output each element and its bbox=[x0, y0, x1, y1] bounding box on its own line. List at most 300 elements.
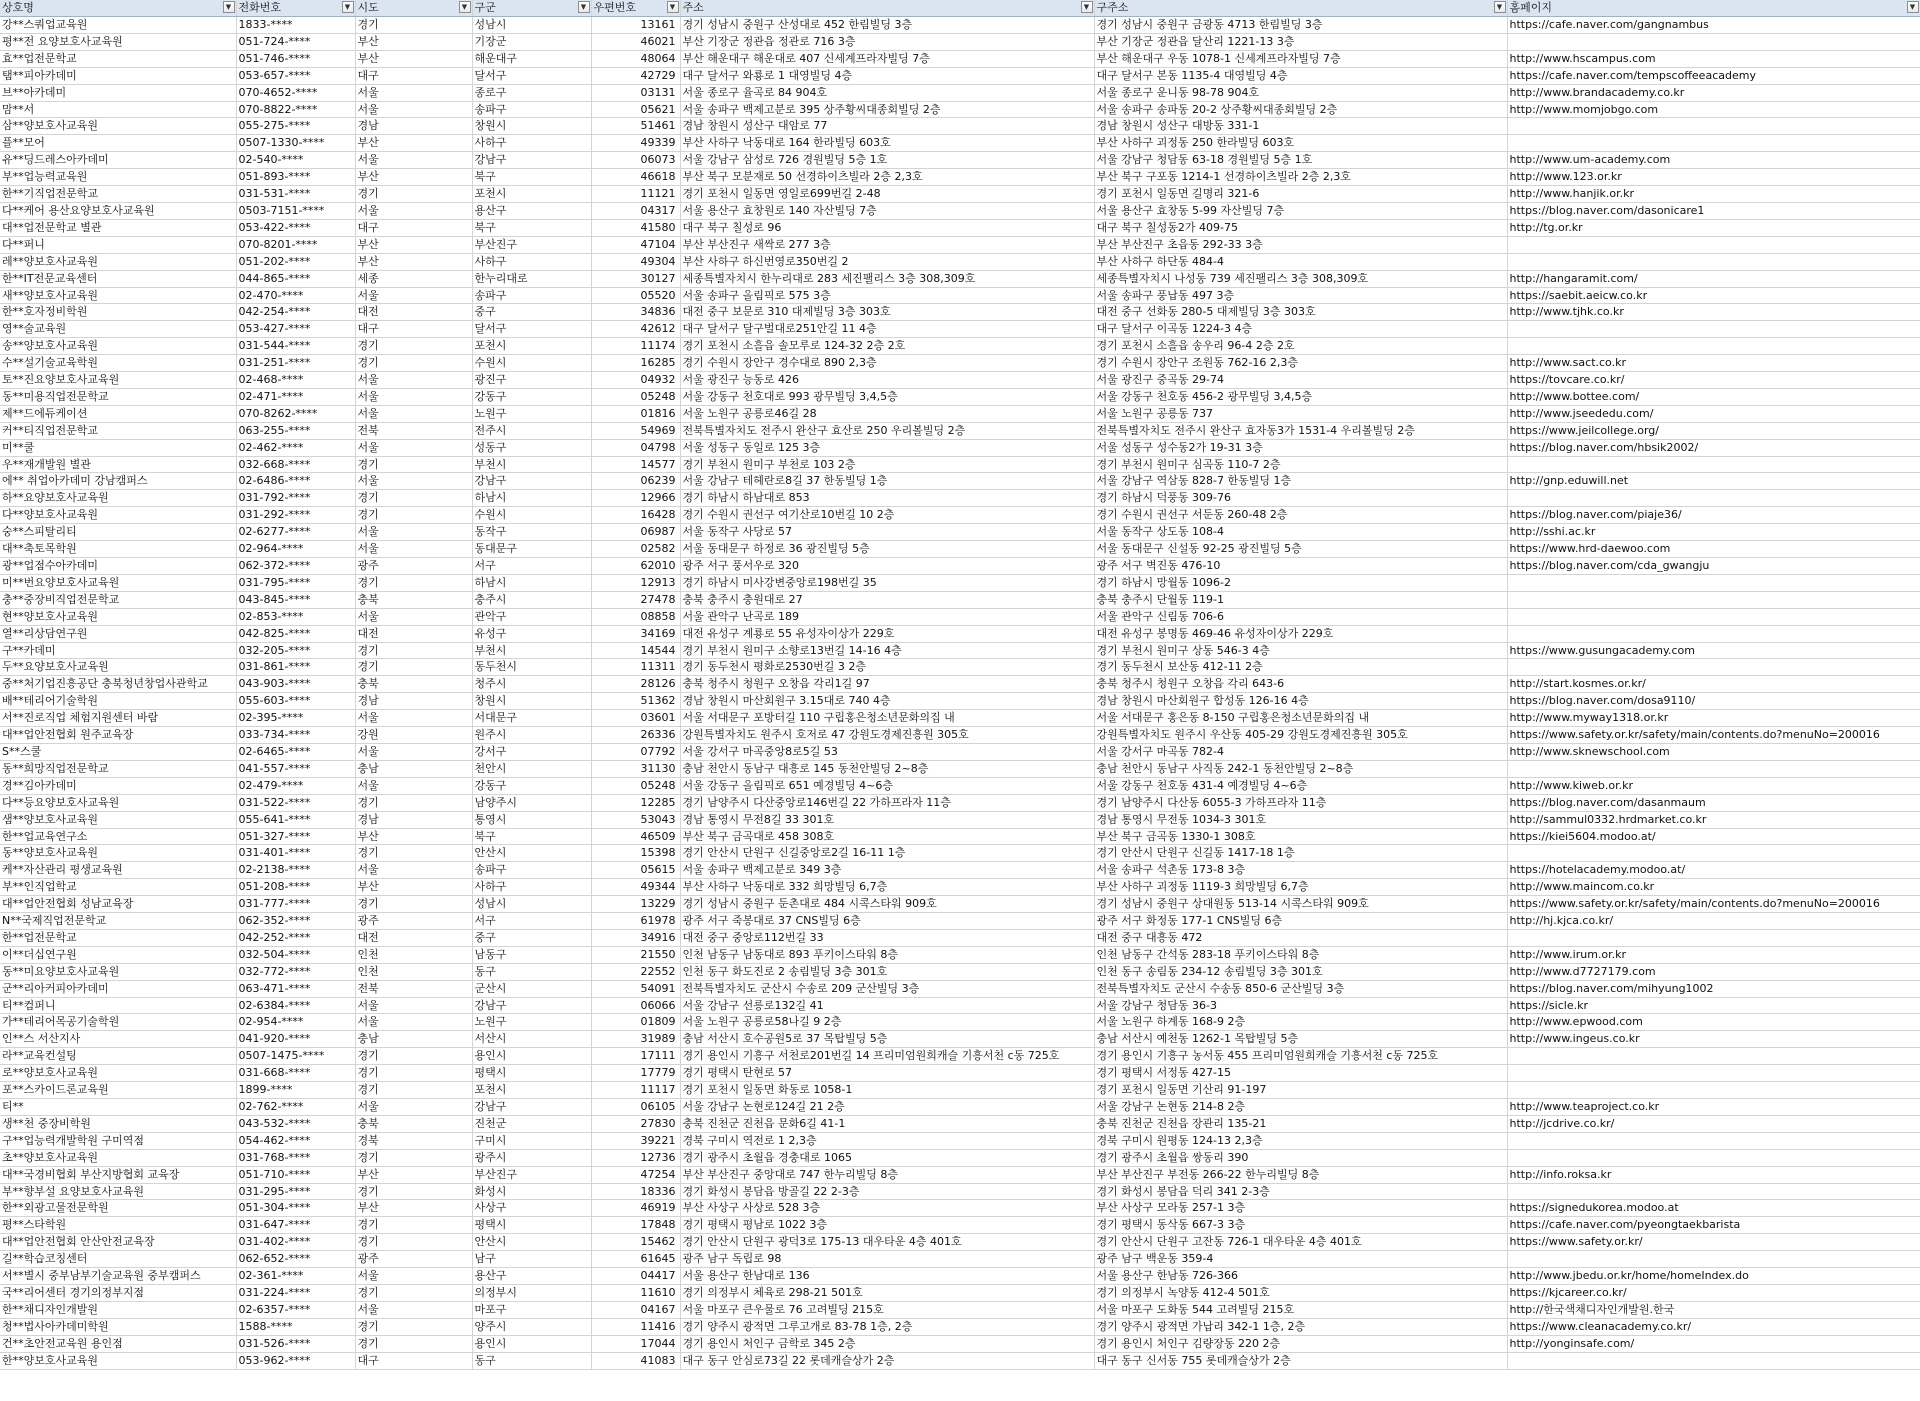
cell-old-address[interactable]: 서울 강남구 청담동 36-3 bbox=[1094, 997, 1507, 1014]
cell-old-address[interactable]: 경기 성남시 중원구 상대원동 513-14 시콕스타워 909호 bbox=[1094, 896, 1507, 913]
cell-name[interactable]: 현**양보호사교육원 bbox=[0, 608, 236, 625]
cell-old-address[interactable]: 서울 동대문구 신설동 92-25 광진빌딩 5층 bbox=[1094, 541, 1507, 558]
cell-phone[interactable]: 02-479-**** bbox=[236, 777, 355, 794]
cell-address[interactable]: 서울 송파구 백제고분로 349 3층 bbox=[680, 862, 1094, 879]
cell-old-address[interactable]: 서울 강남구 청담동 63-18 경원빌딩 5층 1호 bbox=[1094, 152, 1507, 169]
cell-name[interactable]: S**스쿨 bbox=[0, 743, 236, 760]
cell-province[interactable]: 강원 bbox=[355, 727, 472, 744]
cell-name[interactable]: 가**테리어목공기술학원 bbox=[0, 1014, 236, 1031]
cell-address[interactable]: 전북특별자치도 군산시 수송로 209 군산빌딩 3층 bbox=[680, 980, 1094, 997]
cell-homepage[interactable]: https://signedukorea.modoo.at bbox=[1507, 1200, 1920, 1217]
cell-old-address[interactable]: 서울 동작구 상도동 108-4 bbox=[1094, 524, 1507, 541]
cell-homepage[interactable]: https://www.cleanacademy.co.kr/ bbox=[1507, 1318, 1920, 1335]
cell-province[interactable]: 대전 bbox=[355, 304, 472, 321]
cell-address[interactable]: 경남 창원시 마산회원구 3.15대로 740 4층 bbox=[680, 693, 1094, 710]
cell-address[interactable]: 광주 서구 죽봉대로 37 CNS빌딩 6층 bbox=[680, 913, 1094, 930]
cell-phone[interactable]: 051-724-**** bbox=[236, 33, 355, 50]
cell-province[interactable]: 경기 bbox=[355, 1318, 472, 1335]
cell-homepage[interactable]: http://hangaramit.com/ bbox=[1507, 270, 1920, 287]
cell-district[interactable]: 사하구 bbox=[472, 879, 591, 896]
cell-province[interactable]: 서울 bbox=[355, 608, 472, 625]
cell-address[interactable]: 경기 의정부시 체육로 298-21 501호 bbox=[680, 1284, 1094, 1301]
cell-address[interactable]: 광주 서구 풍서우로 320 bbox=[680, 558, 1094, 575]
cell-old-address[interactable]: 서울 관악구 신림동 706-6 bbox=[1094, 608, 1507, 625]
cell-address[interactable]: 충북 진천군 진천읍 문화6길 41-1 bbox=[680, 1115, 1094, 1132]
cell-address[interactable]: 서울 강남구 논현로124길 21 2층 bbox=[680, 1099, 1094, 1116]
cell-postcode[interactable]: 17111 bbox=[591, 1048, 680, 1065]
cell-old-address[interactable]: 대전 유성구 봉명동 469-46 유성자이상가 229호 bbox=[1094, 625, 1507, 642]
cell-name[interactable]: 열**리상담연구원 bbox=[0, 625, 236, 642]
cell-district[interactable]: 북구 bbox=[472, 828, 591, 845]
cell-district[interactable]: 강남구 bbox=[472, 473, 591, 490]
cell-district[interactable]: 강동구 bbox=[472, 388, 591, 405]
cell-name[interactable]: 초**양보호사교육원 bbox=[0, 1149, 236, 1166]
cell-address[interactable]: 서울 송파구 백제고분로 395 상주황씨대종회빌딩 2층 bbox=[680, 101, 1094, 118]
cell-district[interactable]: 강남구 bbox=[472, 997, 591, 1014]
cell-old-address[interactable]: 대구 북구 칠성동2가 409-75 bbox=[1094, 219, 1507, 236]
cell-phone[interactable]: 070-8201-**** bbox=[236, 236, 355, 253]
cell-old-address[interactable]: 경기 광주시 초월읍 쌍동리 390 bbox=[1094, 1149, 1507, 1166]
cell-province[interactable]: 광주 bbox=[355, 913, 472, 930]
cell-name[interactable]: 다**등요양보호사교육원 bbox=[0, 794, 236, 811]
cell-postcode[interactable]: 12736 bbox=[591, 1149, 680, 1166]
cell-district[interactable]: 충주시 bbox=[472, 591, 591, 608]
cell-phone[interactable]: 02-6486-**** bbox=[236, 473, 355, 490]
cell-homepage[interactable]: https://blog.naver.com/dosa9110/ bbox=[1507, 693, 1920, 710]
cell-phone[interactable]: 031-861-**** bbox=[236, 659, 355, 676]
cell-address[interactable]: 대전 유성구 계룡로 55 유성자이상가 229호 bbox=[680, 625, 1094, 642]
cell-homepage[interactable]: http://www.jbedu.or.kr/home/homeIndex.do bbox=[1507, 1268, 1920, 1285]
cell-name[interactable]: 한**IT전문교육센터 bbox=[0, 270, 236, 287]
cell-phone[interactable]: 02-462-**** bbox=[236, 439, 355, 456]
cell-old-address[interactable]: 광주 서구 화정동 177-1 CNS빌딩 6층 bbox=[1094, 913, 1507, 930]
cell-name[interactable]: 티** bbox=[0, 1099, 236, 1116]
cell-name[interactable]: 서**진로직업 체험지원센터 바람 bbox=[0, 710, 236, 727]
cell-old-address[interactable]: 경기 포천시 일동면 길명리 321-6 bbox=[1094, 186, 1507, 203]
cell-postcode[interactable]: 12913 bbox=[591, 574, 680, 591]
cell-address[interactable]: 세종특별자치시 한누리대로 283 세진팰리스 3층 308,309호 bbox=[680, 270, 1094, 287]
cell-phone[interactable]: 043-532-**** bbox=[236, 1115, 355, 1132]
cell-province[interactable]: 서울 bbox=[355, 473, 472, 490]
cell-district[interactable]: 서구 bbox=[472, 558, 591, 575]
cell-name[interactable]: 샘**양보호사교육원 bbox=[0, 811, 236, 828]
cell-name[interactable]: 영**술교육원 bbox=[0, 321, 236, 338]
cell-old-address[interactable]: 경기 수원시 장안구 조원동 762-16 2,3층 bbox=[1094, 355, 1507, 372]
cell-name[interactable]: 다**양보호사교육원 bbox=[0, 507, 236, 524]
cell-phone[interactable]: 051-893-**** bbox=[236, 169, 355, 186]
cell-homepage[interactable] bbox=[1507, 1183, 1920, 1200]
cell-address[interactable]: 인천 동구 화도진로 2 송림빌딩 3층 301호 bbox=[680, 963, 1094, 980]
cell-postcode[interactable]: 05621 bbox=[591, 101, 680, 118]
cell-address[interactable]: 강원특별자치도 원주시 호저로 47 강원도경제진흥원 305호 bbox=[680, 727, 1094, 744]
cell-postcode[interactable]: 18336 bbox=[591, 1183, 680, 1200]
cell-phone[interactable]: 02-395-**** bbox=[236, 710, 355, 727]
cell-phone[interactable]: 031-792-**** bbox=[236, 490, 355, 507]
cell-name[interactable]: 티**컴퍼니 bbox=[0, 997, 236, 1014]
cell-district[interactable]: 남동구 bbox=[472, 946, 591, 963]
cell-old-address[interactable]: 서울 강동구 천호동 431-4 예경빌딩 4~6층 bbox=[1094, 777, 1507, 794]
cell-province[interactable]: 경기 bbox=[355, 355, 472, 372]
cell-province[interactable]: 부산 bbox=[355, 33, 472, 50]
cell-district[interactable]: 달서구 bbox=[472, 321, 591, 338]
cell-province[interactable]: 경기 bbox=[355, 490, 472, 507]
cell-province[interactable]: 대구 bbox=[355, 1352, 472, 1369]
cell-name[interactable]: 대**업안전협회 안산안전교육장 bbox=[0, 1234, 236, 1251]
cell-old-address[interactable]: 충북 청주시 청원구 오창읍 각리 643-6 bbox=[1094, 676, 1507, 693]
cell-name[interactable]: 청**법사아카데미학원 bbox=[0, 1318, 236, 1335]
cell-old-address[interactable]: 경기 양주시 광적면 가납리 342-1 1층, 2층 bbox=[1094, 1318, 1507, 1335]
cell-postcode[interactable]: 61645 bbox=[591, 1251, 680, 1268]
cell-old-address[interactable]: 경기 용인시 처인구 김량장동 220 2층 bbox=[1094, 1335, 1507, 1352]
cell-district[interactable]: 서구 bbox=[472, 913, 591, 930]
cell-district[interactable]: 관악구 bbox=[472, 608, 591, 625]
cell-postcode[interactable]: 51461 bbox=[591, 118, 680, 135]
cell-homepage[interactable]: https://blog.naver.com/dasonicare1 bbox=[1507, 202, 1920, 219]
cell-old-address[interactable]: 경기 하남시 망월동 1096-2 bbox=[1094, 574, 1507, 591]
cell-old-address[interactable]: 서울 강동구 천호동 456-2 광무빌딩 3,4,5층 bbox=[1094, 388, 1507, 405]
cell-postcode[interactable]: 05248 bbox=[591, 777, 680, 794]
cell-address[interactable]: 서울 강서구 마곡중앙8로5길 53 bbox=[680, 743, 1094, 760]
cell-homepage[interactable]: https://www.hrd-daewoo.com bbox=[1507, 541, 1920, 558]
cell-district[interactable]: 동구 bbox=[472, 963, 591, 980]
cell-homepage[interactable]: https://www.safety.or.kr/safety/main/contents.do?menuNo=200016 bbox=[1507, 896, 1920, 913]
cell-name[interactable]: 미**번요양보호사교육원 bbox=[0, 574, 236, 591]
cell-province[interactable]: 경기 bbox=[355, 456, 472, 473]
cell-address[interactable]: 서울 강남구 테헤란로8길 37 한동빌딩 1층 bbox=[680, 473, 1094, 490]
cell-homepage[interactable]: http://www.myway1318.or.kr bbox=[1507, 710, 1920, 727]
cell-old-address[interactable]: 경기 성남시 중원구 금광동 4713 한림빌딩 3층 bbox=[1094, 17, 1507, 34]
cell-old-address[interactable]: 세종특별자치시 나성동 739 세진팰리스 3층 308,309호 bbox=[1094, 270, 1507, 287]
cell-postcode[interactable]: 27478 bbox=[591, 591, 680, 608]
column-header-address[interactable] bbox=[680, 0, 1094, 17]
cell-address[interactable]: 부산 부산진구 새싹로 277 3층 bbox=[680, 236, 1094, 253]
cell-homepage[interactable] bbox=[1507, 1352, 1920, 1369]
cell-old-address[interactable]: 광주 서구 벽진동 476-10 bbox=[1094, 558, 1507, 575]
cell-homepage[interactable] bbox=[1507, 33, 1920, 50]
cell-phone[interactable]: 042-252-**** bbox=[236, 929, 355, 946]
cell-phone[interactable]: 0503-7151-**** bbox=[236, 202, 355, 219]
cell-address[interactable]: 경남 창원시 성산구 대암로 77 bbox=[680, 118, 1094, 135]
column-header-district[interactable] bbox=[472, 0, 591, 17]
cell-phone[interactable]: 054-462-**** bbox=[236, 1132, 355, 1149]
cell-address[interactable]: 부산 사하구 하신번영로350번길 2 bbox=[680, 253, 1094, 270]
cell-name[interactable]: 제**드에듀케이션 bbox=[0, 405, 236, 422]
cell-address[interactable]: 부산 사하구 낙동대로 332 희망빌딩 6,7층 bbox=[680, 879, 1094, 896]
cell-postcode[interactable]: 06239 bbox=[591, 473, 680, 490]
cell-homepage[interactable] bbox=[1507, 591, 1920, 608]
cell-homepage[interactable]: http://info.roksa.kr bbox=[1507, 1166, 1920, 1183]
cell-address[interactable]: 대구 달서구 달구벌대로251안길 11 4층 bbox=[680, 321, 1094, 338]
cell-postcode[interactable]: 34836 bbox=[591, 304, 680, 321]
cell-district[interactable]: 부산진구 bbox=[472, 1166, 591, 1183]
cell-district[interactable]: 동작구 bbox=[472, 524, 591, 541]
cell-province[interactable]: 부산 bbox=[355, 169, 472, 186]
cell-old-address[interactable]: 전북특별자치도 군산시 수송동 850-6 군산빌딩 3층 bbox=[1094, 980, 1507, 997]
cell-address[interactable]: 부산 북구 모분재로 50 선경하이츠빌라 2층 2,3호 bbox=[680, 169, 1094, 186]
cell-old-address[interactable]: 경기 하남시 덕풍동 309-76 bbox=[1094, 490, 1507, 507]
cell-address[interactable]: 경기 부천시 원미구 소향로13번길 14-16 4층 bbox=[680, 642, 1094, 659]
cell-district[interactable]: 하남시 bbox=[472, 574, 591, 591]
cell-old-address[interactable]: 충남 천안시 동남구 사직동 242-1 동천안빌딩 2~8층 bbox=[1094, 760, 1507, 777]
cell-phone[interactable]: 1833-**** bbox=[236, 17, 355, 34]
cell-district[interactable]: 평택시 bbox=[472, 1065, 591, 1082]
cell-name[interactable]: 강**스쿼업교육원 bbox=[0, 17, 236, 34]
filter-dropdown-icon[interactable]: ▼ bbox=[1081, 1, 1093, 13]
cell-district[interactable]: 하남시 bbox=[472, 490, 591, 507]
cell-district[interactable]: 진천군 bbox=[472, 1115, 591, 1132]
cell-homepage[interactable] bbox=[1507, 321, 1920, 338]
cell-province[interactable]: 경남 bbox=[355, 693, 472, 710]
cell-district[interactable]: 평택시 bbox=[472, 1217, 591, 1234]
cell-homepage[interactable] bbox=[1507, 625, 1920, 642]
cell-old-address[interactable]: 경남 창원시 마산회원구 합성동 126-16 4층 bbox=[1094, 693, 1507, 710]
cell-address[interactable]: 경기 안산시 단원구 신길중앙로2길 16-11 1층 bbox=[680, 845, 1094, 862]
cell-name[interactable]: 구**카데미 bbox=[0, 642, 236, 659]
cell-old-address[interactable]: 광주 남구 백운동 359-4 bbox=[1094, 1251, 1507, 1268]
cell-province[interactable]: 부산 bbox=[355, 828, 472, 845]
cell-homepage[interactable]: https://cafe.naver.com/gangnambus bbox=[1507, 17, 1920, 34]
cell-address[interactable]: 대전 중구 보문로 310 대제빌딩 3층 303호 bbox=[680, 304, 1094, 321]
column-header-postcode[interactable] bbox=[591, 0, 680, 17]
cell-postcode[interactable]: 22552 bbox=[591, 963, 680, 980]
cell-postcode[interactable]: 04932 bbox=[591, 372, 680, 389]
cell-district[interactable]: 남구 bbox=[472, 1251, 591, 1268]
cell-postcode[interactable]: 11117 bbox=[591, 1082, 680, 1099]
cell-postcode[interactable]: 61978 bbox=[591, 913, 680, 930]
cell-province[interactable]: 대구 bbox=[355, 321, 472, 338]
cell-postcode[interactable]: 03131 bbox=[591, 84, 680, 101]
cell-homepage[interactable]: https://www.gusungacademy.com bbox=[1507, 642, 1920, 659]
cell-province[interactable]: 경남 bbox=[355, 811, 472, 828]
cell-district[interactable]: 한누리대로 bbox=[472, 270, 591, 287]
cell-postcode[interactable]: 27830 bbox=[591, 1115, 680, 1132]
cell-old-address[interactable]: 부산 사상구 모라동 257-1 3층 bbox=[1094, 1200, 1507, 1217]
cell-postcode[interactable]: 17044 bbox=[591, 1335, 680, 1352]
cell-postcode[interactable]: 04167 bbox=[591, 1301, 680, 1318]
cell-district[interactable]: 청주시 bbox=[472, 676, 591, 693]
cell-old-address[interactable]: 서울 성동구 성수동2가 19-31 3층 bbox=[1094, 439, 1507, 456]
cell-district[interactable]: 원주시 bbox=[472, 727, 591, 744]
cell-old-address[interactable]: 서울 강남구 논현동 214-8 2층 bbox=[1094, 1099, 1507, 1116]
cell-name[interactable]: 탬**피아카데미 bbox=[0, 67, 236, 84]
cell-homepage[interactable]: https://cafe.naver.com/pyeongtaekbarista bbox=[1507, 1217, 1920, 1234]
cell-old-address[interactable]: 서울 마포구 도화동 544 고려빌딩 215호 bbox=[1094, 1301, 1507, 1318]
cell-homepage[interactable] bbox=[1507, 608, 1920, 625]
cell-province[interactable]: 경기 bbox=[355, 1234, 472, 1251]
cell-address[interactable]: 부산 북구 금곡대로 458 308호 bbox=[680, 828, 1094, 845]
cell-address[interactable]: 서울 서대문구 포방터길 110 구립홍은청소년문화의집 내 bbox=[680, 710, 1094, 727]
cell-phone[interactable]: 031-544-**** bbox=[236, 338, 355, 355]
cell-homepage[interactable] bbox=[1507, 574, 1920, 591]
cell-province[interactable]: 경기 bbox=[355, 1149, 472, 1166]
cell-province[interactable]: 인천 bbox=[355, 946, 472, 963]
cell-homepage[interactable]: https://saebit.aeicw.co.kr bbox=[1507, 287, 1920, 304]
cell-phone[interactable]: 053-427-**** bbox=[236, 321, 355, 338]
cell-address[interactable]: 대구 북구 칠성로 96 bbox=[680, 219, 1094, 236]
cell-district[interactable]: 중구 bbox=[472, 929, 591, 946]
cell-old-address[interactable]: 경기 안산시 단원구 신길동 1417-18 1층 bbox=[1094, 845, 1507, 862]
cell-phone[interactable]: 070-4652-**** bbox=[236, 84, 355, 101]
cell-province[interactable]: 서울 bbox=[355, 84, 472, 101]
cell-address[interactable]: 서울 동작구 사당로 57 bbox=[680, 524, 1094, 541]
cell-postcode[interactable]: 34916 bbox=[591, 929, 680, 946]
cell-homepage[interactable] bbox=[1507, 1149, 1920, 1166]
cell-name[interactable]: 평**스타학원 bbox=[0, 1217, 236, 1234]
cell-postcode[interactable]: 26336 bbox=[591, 727, 680, 744]
cell-old-address[interactable]: 경기 남양주시 다산동 6055-3 가하프라자 11층 bbox=[1094, 794, 1507, 811]
cell-name[interactable]: 길**학습코칭센터 bbox=[0, 1251, 236, 1268]
cell-name[interactable]: 구**업능력개발학원 구미역점 bbox=[0, 1132, 236, 1149]
cell-phone[interactable]: 051-327-**** bbox=[236, 828, 355, 845]
cell-district[interactable]: 서대문구 bbox=[472, 710, 591, 727]
cell-postcode[interactable]: 51362 bbox=[591, 693, 680, 710]
cell-province[interactable]: 인천 bbox=[355, 963, 472, 980]
cell-homepage[interactable]: http://www.momjobgo.com bbox=[1507, 101, 1920, 118]
cell-postcode[interactable]: 05520 bbox=[591, 287, 680, 304]
cell-homepage[interactable] bbox=[1507, 236, 1920, 253]
cell-homepage[interactable]: http://www.sact.co.kr bbox=[1507, 355, 1920, 372]
cell-province[interactable]: 서울 bbox=[355, 405, 472, 422]
cell-name[interactable]: 광**업점수아카데미 bbox=[0, 558, 236, 575]
cell-name[interactable]: 유**딩드레스아카데미 bbox=[0, 152, 236, 169]
cell-province[interactable]: 서울 bbox=[355, 1014, 472, 1031]
cell-address[interactable]: 경기 동두천시 평화로2530번길 3 2층 bbox=[680, 659, 1094, 676]
cell-homepage[interactable]: http://www.bottee.com/ bbox=[1507, 388, 1920, 405]
cell-address[interactable]: 광주 남구 독립로 98 bbox=[680, 1251, 1094, 1268]
cell-homepage[interactable]: http://한국색채디자인개발원.한국 bbox=[1507, 1301, 1920, 1318]
cell-address[interactable]: 경기 부천시 원미구 부천로 103 2층 bbox=[680, 456, 1094, 473]
cell-address[interactable]: 서울 용산구 한남대로 136 bbox=[680, 1268, 1094, 1285]
cell-province[interactable]: 경기 bbox=[355, 659, 472, 676]
cell-name[interactable]: 군**리아커피아카데미 bbox=[0, 980, 236, 997]
cell-name[interactable]: 레**양보호사교육원 bbox=[0, 253, 236, 270]
cell-homepage[interactable]: http://www.ingeus.co.kr bbox=[1507, 1031, 1920, 1048]
cell-province[interactable]: 경기 bbox=[355, 642, 472, 659]
cell-name[interactable]: 맘**서 bbox=[0, 101, 236, 118]
cell-homepage[interactable]: https://kiei5604.modoo.at/ bbox=[1507, 828, 1920, 845]
cell-name[interactable]: 브**아카데미 bbox=[0, 84, 236, 101]
cell-district[interactable]: 동두천시 bbox=[472, 659, 591, 676]
cell-postcode[interactable]: 12966 bbox=[591, 490, 680, 507]
cell-phone[interactable]: 02-954-**** bbox=[236, 1014, 355, 1031]
cell-phone[interactable]: 02-361-**** bbox=[236, 1268, 355, 1285]
cell-postcode[interactable]: 04317 bbox=[591, 202, 680, 219]
cell-district[interactable]: 부산진구 bbox=[472, 236, 591, 253]
cell-name[interactable]: 동**미요양보호사교육원 bbox=[0, 963, 236, 980]
cell-homepage[interactable]: http://www.um-academy.com bbox=[1507, 152, 1920, 169]
cell-name[interactable]: 인**스 서산지사 bbox=[0, 1031, 236, 1048]
cell-postcode[interactable]: 15462 bbox=[591, 1234, 680, 1251]
cell-homepage[interactable]: http://www.d7727179.com bbox=[1507, 963, 1920, 980]
cell-postcode[interactable]: 47104 bbox=[591, 236, 680, 253]
cell-district[interactable]: 강남구 bbox=[472, 152, 591, 169]
cell-name[interactable]: 한**채디자인개발원 bbox=[0, 1301, 236, 1318]
cell-name[interactable]: 토**진요양보호사교육원 bbox=[0, 372, 236, 389]
cell-old-address[interactable]: 경기 포천시 소흘읍 송우리 96-4 2층 2호 bbox=[1094, 338, 1507, 355]
column-header-phone[interactable] bbox=[236, 0, 355, 17]
cell-homepage[interactable]: http://gnp.eduwill.net bbox=[1507, 473, 1920, 490]
cell-province[interactable]: 경기 bbox=[355, 1082, 472, 1099]
cell-district[interactable]: 성남시 bbox=[472, 17, 591, 34]
cell-name[interactable]: 배**테리어기술학원 bbox=[0, 693, 236, 710]
cell-phone[interactable]: 043-903-**** bbox=[236, 676, 355, 693]
cell-province[interactable]: 광주 bbox=[355, 1251, 472, 1268]
cell-old-address[interactable]: 부산 북구 금곡동 1330-1 308호 bbox=[1094, 828, 1507, 845]
cell-homepage[interactable]: http://jcdrive.co.kr/ bbox=[1507, 1115, 1920, 1132]
cell-province[interactable]: 충남 bbox=[355, 1031, 472, 1048]
cell-homepage[interactable] bbox=[1507, 253, 1920, 270]
filter-dropdown-icon[interactable]: ▼ bbox=[1494, 1, 1506, 13]
cell-old-address[interactable]: 부산 부산진구 부전동 266-22 한누리빌딩 8층 bbox=[1094, 1166, 1507, 1183]
cell-homepage[interactable]: https://cafe.naver.com/tempscoffeeacademy bbox=[1507, 67, 1920, 84]
cell-district[interactable]: 부천시 bbox=[472, 456, 591, 473]
cell-province[interactable]: 서울 bbox=[355, 710, 472, 727]
cell-homepage[interactable]: http://yonginsafe.com/ bbox=[1507, 1335, 1920, 1352]
cell-province[interactable]: 대구 bbox=[355, 67, 472, 84]
cell-postcode[interactable]: 49304 bbox=[591, 253, 680, 270]
cell-name[interactable]: 삼**양보호사교육원 bbox=[0, 118, 236, 135]
cell-homepage[interactable]: http://www.hscampus.com bbox=[1507, 50, 1920, 67]
cell-phone[interactable]: 031-526-**** bbox=[236, 1335, 355, 1352]
cell-district[interactable]: 중구 bbox=[472, 304, 591, 321]
cell-name[interactable]: 로**양보호사교육원 bbox=[0, 1065, 236, 1082]
cell-district[interactable]: 의정부시 bbox=[472, 1284, 591, 1301]
cell-address[interactable]: 경기 수원시 장안구 경수대로 890 2,3층 bbox=[680, 355, 1094, 372]
cell-name[interactable]: 서**별시 중부남부기술교육원 중부캠퍼스 bbox=[0, 1268, 236, 1285]
cell-postcode[interactable]: 21550 bbox=[591, 946, 680, 963]
cell-province[interactable]: 경기 bbox=[355, 896, 472, 913]
cell-homepage[interactable] bbox=[1507, 659, 1920, 676]
cell-homepage[interactable]: http://www.brandacademy.co.kr bbox=[1507, 84, 1920, 101]
cell-province[interactable]: 대구 bbox=[355, 219, 472, 236]
cell-old-address[interactable]: 경남 통영시 무전동 1034-3 301호 bbox=[1094, 811, 1507, 828]
cell-old-address[interactable]: 부산 해운대구 우동 1078-1 신세계프라자빌딩 7층 bbox=[1094, 50, 1507, 67]
cell-district[interactable]: 동구 bbox=[472, 1352, 591, 1369]
cell-name[interactable]: 이**더십연구원 bbox=[0, 946, 236, 963]
cell-address[interactable]: 서울 종로구 율곡로 84 904호 bbox=[680, 84, 1094, 101]
cell-address[interactable]: 경기 평택시 평남로 1022 3층 bbox=[680, 1217, 1094, 1234]
cell-name[interactable]: 하**요양보호사교육원 bbox=[0, 490, 236, 507]
cell-phone[interactable]: 02-6465-**** bbox=[236, 743, 355, 760]
cell-old-address[interactable]: 경기 동두천시 보산동 412-11 2층 bbox=[1094, 659, 1507, 676]
cell-district[interactable]: 서산시 bbox=[472, 1031, 591, 1048]
cell-homepage[interactable]: http://www.123.or.kr bbox=[1507, 169, 1920, 186]
cell-address[interactable]: 부산 부산진구 중앙대로 747 한누리빌딩 8층 bbox=[680, 1166, 1094, 1183]
cell-homepage[interactable] bbox=[1507, 1132, 1920, 1149]
cell-phone[interactable]: 062-372-**** bbox=[236, 558, 355, 575]
cell-address[interactable]: 서울 강남구 삼성로 726 경원빌딩 5층 1호 bbox=[680, 152, 1094, 169]
cell-postcode[interactable]: 06987 bbox=[591, 524, 680, 541]
cell-province[interactable]: 서울 bbox=[355, 777, 472, 794]
cell-postcode[interactable]: 01816 bbox=[591, 405, 680, 422]
cell-phone[interactable]: 053-962-**** bbox=[236, 1352, 355, 1369]
cell-homepage[interactable]: http://www.hanjik.or.kr bbox=[1507, 186, 1920, 203]
cell-province[interactable]: 경북 bbox=[355, 1132, 472, 1149]
cell-address[interactable]: 충남 서산시 호수공원5로 37 목탑빌딩 5층 bbox=[680, 1031, 1094, 1048]
cell-district[interactable]: 부천시 bbox=[472, 642, 591, 659]
cell-phone[interactable]: 033-734-**** bbox=[236, 727, 355, 744]
cell-homepage[interactable] bbox=[1507, 845, 1920, 862]
cell-province[interactable]: 경기 bbox=[355, 1217, 472, 1234]
cell-district[interactable]: 성동구 bbox=[472, 439, 591, 456]
cell-homepage[interactable] bbox=[1507, 1048, 1920, 1065]
cell-province[interactable]: 경기 bbox=[355, 574, 472, 591]
cell-address[interactable]: 대전 중구 중앙로112번길 33 bbox=[680, 929, 1094, 946]
cell-postcode[interactable]: 39221 bbox=[591, 1132, 680, 1149]
cell-address[interactable]: 경기 포천시 일동면 영일로699번길 2-48 bbox=[680, 186, 1094, 203]
cell-postcode[interactable]: 16428 bbox=[591, 507, 680, 524]
cell-address[interactable]: 대구 동구 안심로73길 22 롯데캐슬상가 2층 bbox=[680, 1352, 1094, 1369]
